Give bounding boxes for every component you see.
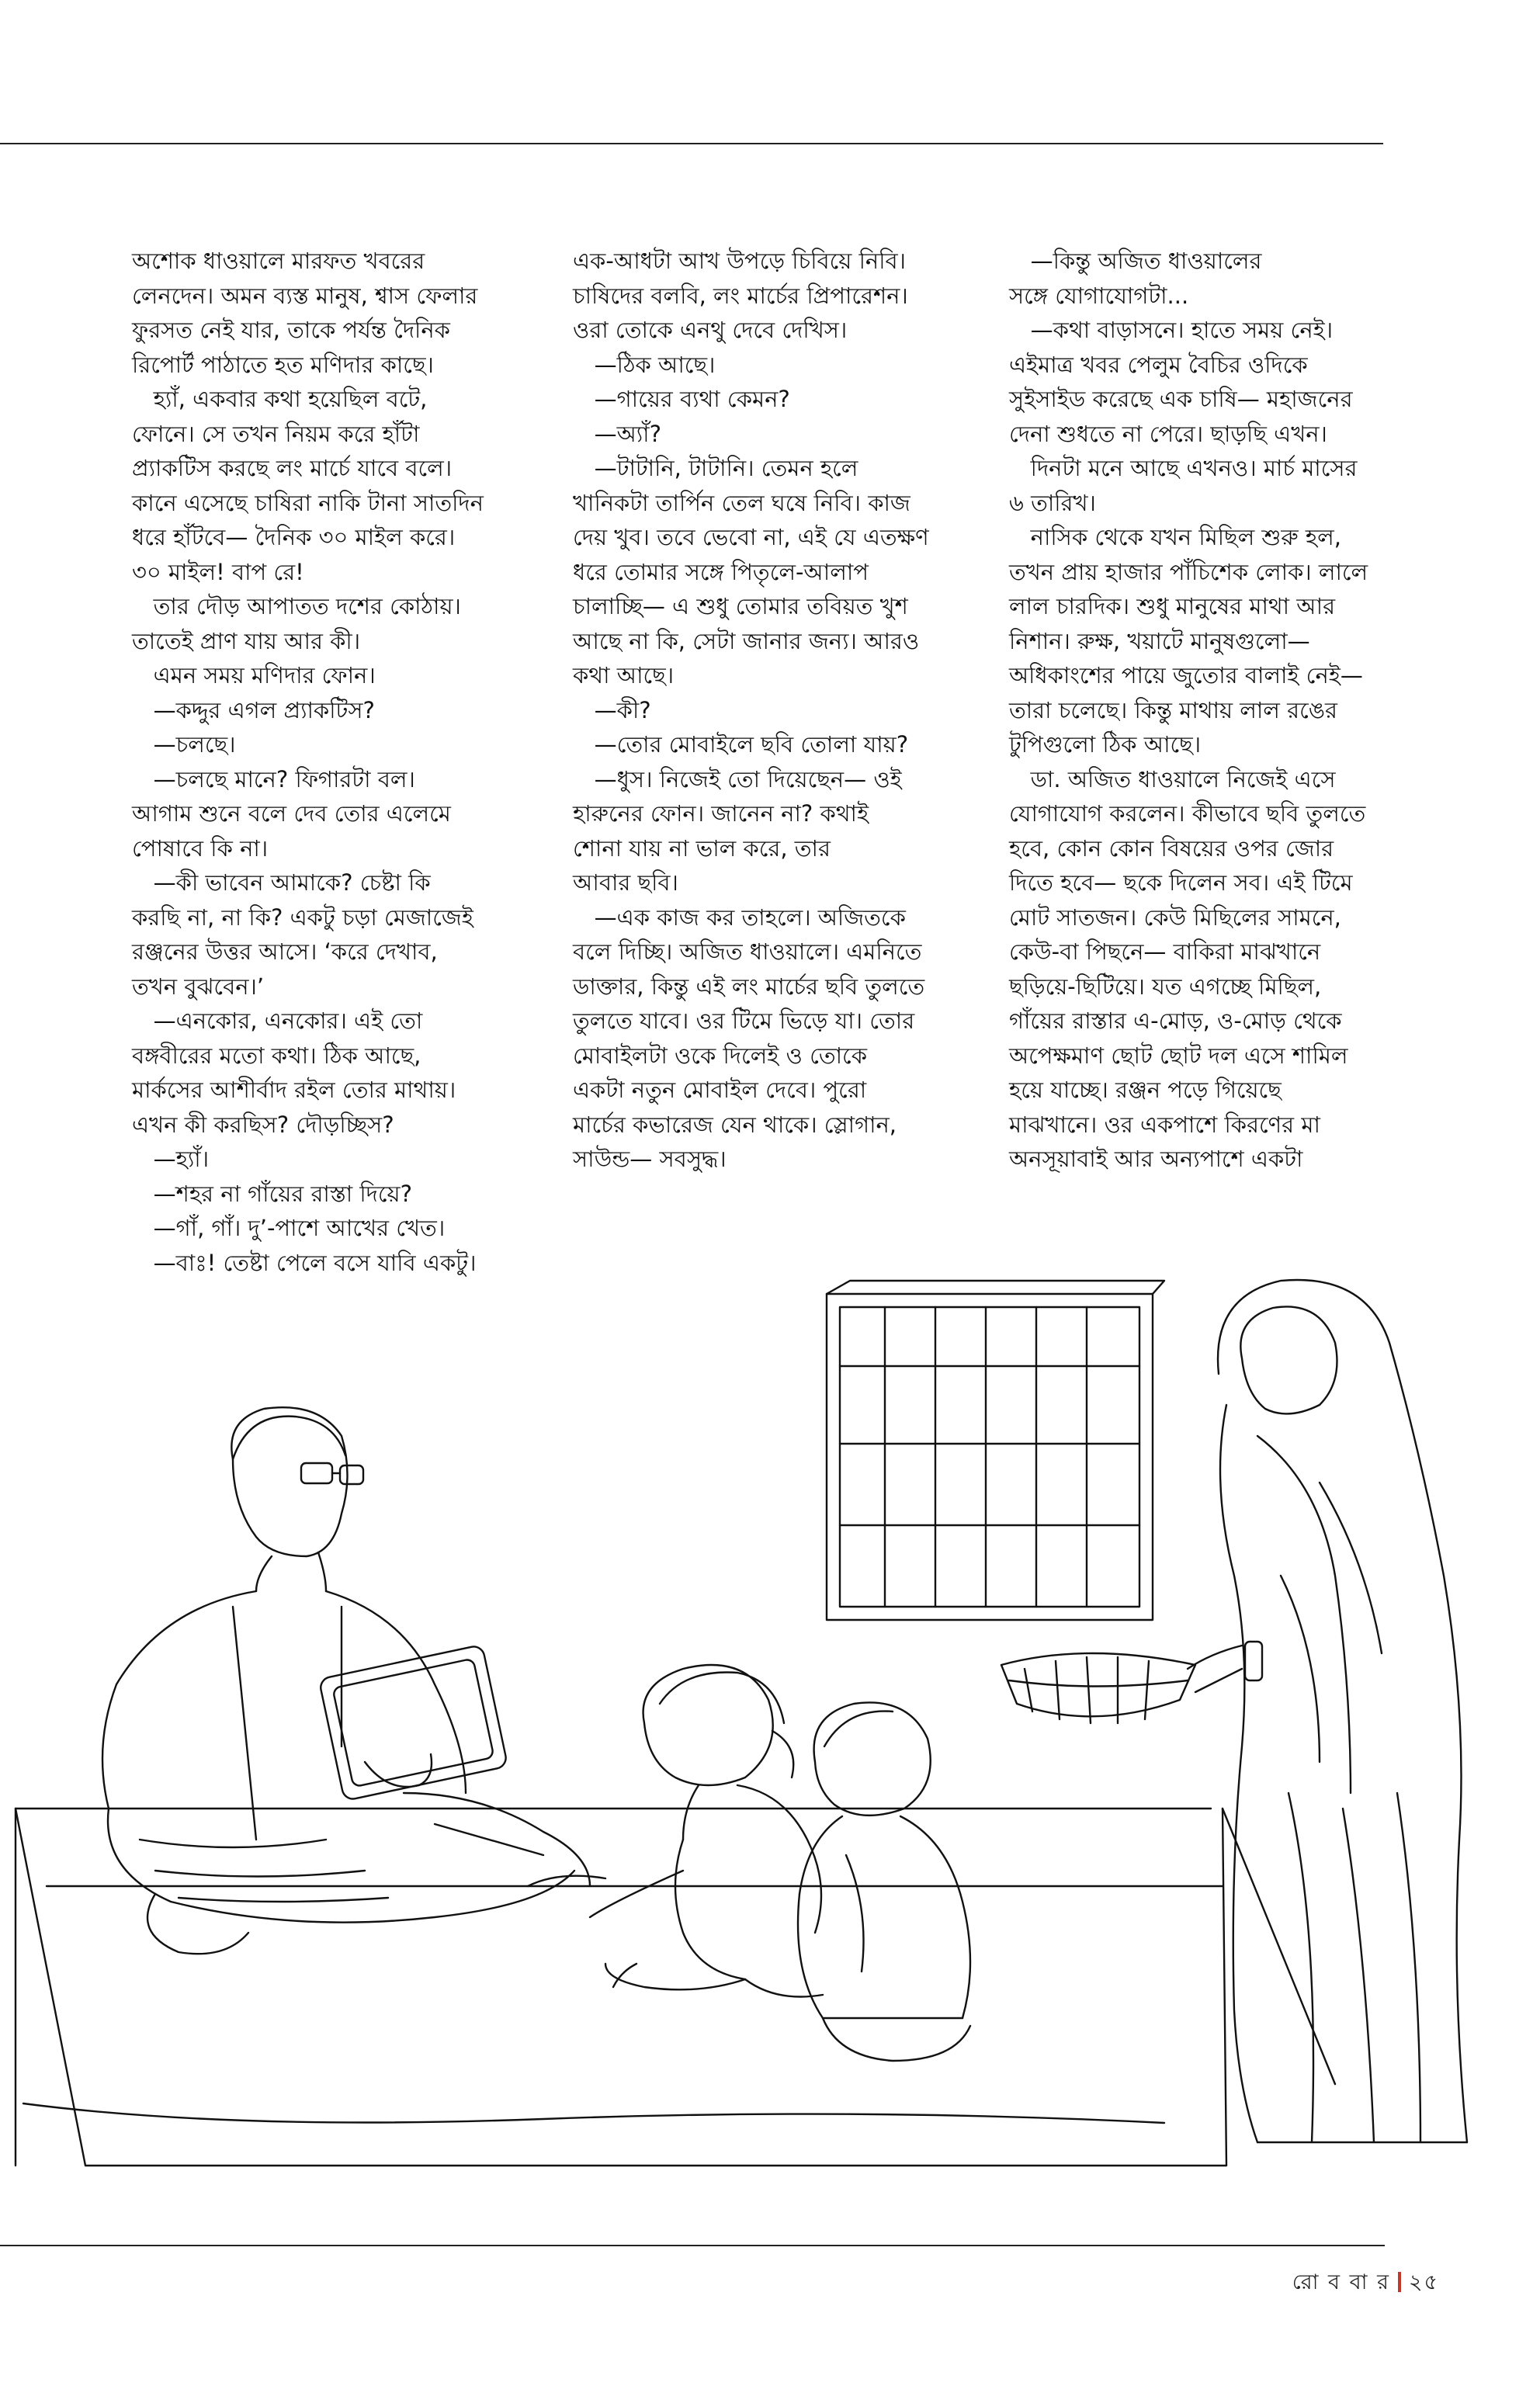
text-line: হবে, কোন কোন বিষয়ের ওপর জোর — [1009, 834, 1334, 862]
seated-man-drawing — [102, 1407, 605, 1954]
text-line: লাল চারদিক। শুধু মানুষের মাথা আর — [1009, 593, 1336, 619]
text-line: এখন কী করছিস? দৌড়চ্ছিস? — [132, 1111, 394, 1138]
text-line: —কী? — [573, 696, 651, 723]
text-line: —হ্যাঁ। — [132, 1146, 210, 1172]
text-line: অশোক ধাওয়ালে মারফত খবরের — [132, 248, 425, 274]
seated-girl-drawing — [590, 1665, 823, 1997]
text-line: কানে এসেছে চাষিরা নাকি টানা সাতদিন — [132, 489, 484, 516]
text-line: ডা. অজিত ধাওয়ালে নিজেই এসে — [1009, 765, 1336, 792]
text-line: তখন প্রায় হাজার পাঁচিশেক লোক। লালে — [1009, 558, 1368, 585]
text-line: —কী ভাবেন আমাকে? চেষ্টা কি — [132, 869, 431, 896]
text-line: রিপোর্ট পাঠাতে হত মণিদার কাছে। — [132, 351, 434, 378]
text-line: ফুরসত নেই যার, তাকে পর্যন্ত দৈনিক — [132, 317, 450, 343]
window-drawing — [827, 1281, 1164, 1620]
text-line: সঙ্গে যোগাযোগটা... — [1009, 282, 1189, 309]
text-line: —এক কাজ কর তাহলে। অজিতকে — [573, 903, 906, 931]
text-line: চালাচ্ছি— এ শুধু তোমার তবিয়ত খুশ — [573, 593, 908, 619]
text-line: ৬ তারিখ। — [1009, 489, 1096, 516]
text-line: প্র্যাকটিস করছে লং মার্চে যাবে বলে। — [132, 455, 453, 481]
text-line: ছড়িয়ে-ছিটিয়ে। যত এগচ্ছে মিছিল, — [1009, 973, 1322, 1000]
bottom-rule — [0, 2245, 1385, 2246]
text-line: —ধুস। নিজেই তো দিয়েছেন— ওই — [573, 765, 902, 792]
text-column-1 — [132, 244, 567, 1280]
text-line: হ্যাঁ, একবার কথা হয়েছিল বটে, — [132, 386, 428, 412]
text-line: কেউ-বা পিছনে— বাকিরা মাঝখানে — [1009, 938, 1321, 965]
text-line: কথা আছে। — [573, 662, 675, 688]
text-line: মার্চের কভারেজ যেন থাকে। স্লোগান, — [573, 1111, 897, 1138]
text-line: পোষাবে কি না। — [132, 834, 269, 862]
text-line: আছে না কি, সেটা জানার জন্য। আরও — [573, 627, 920, 654]
text-line: —চলছে। — [132, 731, 236, 758]
text-line: —টাটানি, টাটানি। তেমন হলে — [573, 455, 858, 481]
text-line: আবার ছবি। — [573, 869, 678, 896]
text-line: আগাম শুনে বলে দেব তোর এলেমে — [132, 800, 451, 827]
text-line: —শহর না গাঁয়ের রাস্তা দিয়ে? — [132, 1180, 412, 1207]
text-line: এক-আধটা আখ উপড়ে চিবিয়ে নিবি। — [573, 248, 907, 274]
text-line: —গাঁ, গাঁ। দু’-পাশে আখের খেত। — [132, 1215, 446, 1241]
magazine-name: রো ব বা র — [1292, 2270, 1390, 2294]
text-line: হারুনের ফোন। জানেন না? কথাই — [573, 800, 869, 827]
text-line: যোগাযোগ করলেন। কীভাবে ছবি তুলতে — [1009, 800, 1366, 827]
text-line: ফোনে। সে তখন নিয়ম করে হাঁটা — [132, 420, 420, 447]
text-line: টুপিগুলো ঠিক আছে। — [1009, 731, 1202, 758]
text-line: রঞ্জনের উত্তর আসে। ‘করে দেখাব, — [132, 938, 438, 965]
text-line: মোট সাতজন। কেউ মিছিলের সামনে, — [1009, 903, 1341, 931]
text-line: অধিকাংশের পায়ে জুতোর বালাই নেই— — [1009, 662, 1363, 688]
text-line: ধরে তোমার সঙ্গে পিতৃলে-আলাপ — [573, 558, 869, 585]
text-line: সুইসাইড করেছে এক চাষি— মহাজনের — [1009, 386, 1353, 412]
text-column-2 — [573, 244, 1008, 1177]
text-line: দেয় খুব। তবে ভেবো না, এই যে এতক্ষণ — [573, 524, 929, 550]
text-line: দেনা শুধতে না পেরে। ছাড়ছি এখন। — [1009, 420, 1327, 447]
text-line: —এনকোর, এনকোর। এই তো — [132, 1007, 423, 1034]
bed-platform-drawing — [16, 1809, 1335, 2166]
text-line: নাসিক থেকে যখন মিছিল শুরু হল, — [1009, 524, 1341, 550]
text-line: —অ্যাঁ? — [573, 420, 661, 447]
text-line: একটা নতুন মোবাইল দেবে। পুরো — [573, 1077, 867, 1103]
text-line: দিনটা মনে আছে এখনও। মার্চ মাসের — [1009, 455, 1358, 481]
text-line: তার দৌড় আপাতত দশের কোঠায়। — [132, 593, 461, 619]
text-line: অপেক্ষমাণ ছোট ছোট দল এসে শামিল — [1009, 1042, 1348, 1069]
text-line: বলে দিচ্ছি। অজিত ধাওয়ালে। এমনিতে — [573, 938, 922, 965]
text-column-3 — [1009, 244, 1444, 1177]
text-line: —কিন্তু অজিত ধাওয়ালের — [1009, 248, 1262, 274]
text-line: —কদ্দুর এগল প্র্যাকটিস? — [132, 696, 375, 723]
standing-woman-drawing — [1001, 1280, 1467, 2142]
text-line: মোবাইলটা ওকে দিলেই ও তোকে — [573, 1042, 867, 1069]
text-line: গাঁয়ের রাস্তার এ-মোড়, ও-মোড় থেকে — [1009, 1007, 1342, 1034]
text-line: ধরে হাঁটবে— দৈনিক ৩০ মাইল করে। — [132, 524, 456, 550]
text-line: ডাক্তার, কিন্তু এই লং মার্চের ছবি তুলতে — [573, 973, 925, 1000]
text-line: —কথা বাড়াসনে। হাতে সময় নেই। — [1009, 317, 1334, 343]
text-line: লেনদেন। অমন ব্যস্ত মানুষ, শ্বাস ফেলার — [132, 282, 478, 309]
text-line: —গায়ের ব্যথা কেমন? — [573, 386, 790, 412]
text-line: এইমাত্র খবর পেলুম বৈচির ওদিকে — [1009, 351, 1308, 378]
text-line: মাঝখানে। ওর একপাশে কিরণের মা — [1009, 1111, 1320, 1138]
text-line: তুলতে যাবে। ওর টিমে ভিড়ে যা। তোর — [573, 1007, 915, 1034]
text-line: তাতেই প্রাণ যায় আর কী। — [132, 627, 361, 654]
text-line: করছি না, না কি? একটু চড়া মেজাজেই — [132, 903, 473, 931]
seated-boy-drawing — [798, 1702, 970, 2061]
page-footer — [1292, 2266, 1439, 2301]
text-line: সাউন্ড— সবসুদ্ধ। — [573, 1146, 727, 1172]
text-line: —চলছে মানে? ফিগারটা বল। — [132, 765, 415, 792]
text-line: বঙ্গবীরের মতো কথা। ঠিক আছে, — [132, 1042, 421, 1069]
text-line: তখন বুঝবেন।’ — [132, 973, 265, 1000]
text-line: হয়ে যাচ্ছে। রঞ্জন পড়ে গিয়েছে — [1009, 1077, 1282, 1103]
text-line: মার্কসের আশীর্বাদ রইল তোর মাথায়। — [132, 1077, 456, 1103]
text-line: অনসূয়াবাই আর অন্যপাশে একটা — [1009, 1146, 1303, 1172]
text-line: তারা চলেছে। কিন্তু মাথায় লাল রঙের — [1009, 696, 1337, 723]
text-line: চাষিদের বলবি, লং মার্চের প্রিপারেশন। — [573, 282, 908, 309]
page-number: ২৫ — [1408, 2270, 1439, 2294]
text-line: এমন সময় মণিদার ফোন। — [132, 662, 376, 688]
top-rule — [0, 143, 1383, 144]
story-illustration — [0, 1250, 1540, 2189]
text-line: —তোর মোবাইলে ছবি তোলা যায়? — [573, 731, 909, 758]
footer-divider — [1398, 2272, 1401, 2292]
text-line: নিশান। রুক্ষ, খয়াটে মানুষগুলো— — [1009, 627, 1310, 654]
text-line: দিতে হবে— ছকে দিলেন সব। এই টিমে — [1009, 869, 1353, 896]
text-line: খানিকটা তার্পিন তেল ঘষে নিবি। কাজ — [573, 489, 910, 516]
text-line: —বাঃ! তেষ্টা পেলে বসে যাবি একটু। — [132, 1249, 477, 1276]
text-line: ৩০ মাইল! বাপ রে! — [132, 558, 304, 585]
text-line: ওরা তোকে এনথু দেবে দেখিস। — [573, 317, 848, 343]
text-line: শোনা যায় না ভাল করে, তার — [573, 834, 831, 862]
text-line: —ঠিক আছে। — [573, 351, 716, 378]
